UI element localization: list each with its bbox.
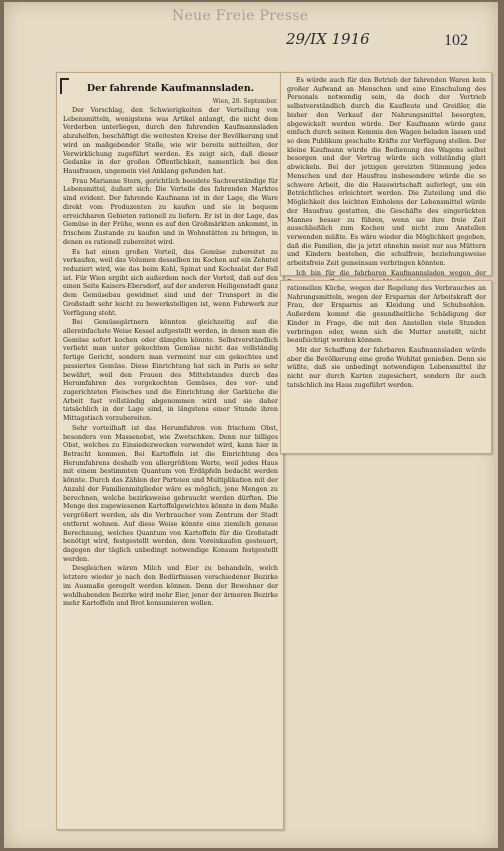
paragraph: Ich bin für die fahrbaren Kaufmannsladen wegen der [296, 269, 486, 277]
paragraph: Frau Marianne Stern, gerichtlich beeidete Sachverständige für Lebensmittel, äußert sich: Die Vorteile des fahrenden Marktes sind evident. Der fahrende Kaufmann ist in der Lage, die Ware direkt vom Produzenten zu kaufen und sie in bequem erreichbaren Gebieten rationell zu liefern. Er ist in der Lage, das Gemüse in der Frühe, wenn es auf den Großmärkten ankommt, in frischem Zustande zu kaufen und in Wohnstätten zu bringen, in denen es rationell zubereitet wird. [63, 177, 278, 246]
handwritten-date: 29/IX 1916 [286, 30, 370, 48]
clipping-column-2-top [280, 72, 492, 276]
paragraph: rationellen Küche, wegen der Regelung des Verbrauches an Nahrungsmitteln, wegen der Ersparnis der Arbeitskraft der Frau, der Ersparnis an Kleidung und Schuhsohlen. Außerdem kommt die gesundheitliche Schädigung der Kinder in Frage, die mit den Anstellen viele Stunden verbringen oder, wenn sich die Mutter anstellt, nicht beaufsichtigt werden können. [287, 285, 486, 345]
paragraph: Sehr vorteilhaft ist das Herumfahren von frischem Obst, besonders von Massenobst, wie Zwetschken. Denn nur billiges Obst, welches zu Einsiedezwecken verwendet wird, kann hier in Betracht kommen. Bei Kartoffeln ist die Einrichtung des Herumfahrens deshalb von allergrößtem Werte, weil jedes Haus mit einem bestimmten Quantum von Erdäpfeln bedacht werden könnte. Durch das Zählen der Parteien und Multiplikation mit der Anzahl der Familienmitglieder wäre es möglich, jene Mengen zu berechnen, welche bezirksweise gebraucht werden dürften. Die Menge des zugewiesenen Kartoffelgewichtes könnte in dem Maße vergrößert werden, als die Verbraucher vom Zentrum der Stadt entfernt wohnen. Auf diese Weise könnte eine ziemlich genaue Berechnung, welches Quantum von Kartoffeln für die Großstadt benötigt wird, festgestellt werden, dem Voreinkaufen gesteuert, dagegen der täglich unbedingt notwendige Konsum festgestellt werden. [63, 424, 278, 563]
article-dateline: Wien, 28. September. [212, 98, 278, 105]
article-title: Der fahrende Kaufmannsladen. [86, 83, 255, 94]
paragraph: Der Vorschlag, den Schwierigkeiten der Verteilung von Lebensmitteln, wenigstens was Artikel anlangt, die nicht dem Verderben unterliegen, durch den fahrenden Kaufmannsladen abzuhelfen, beschäftigt die weitesten Kreise der Bevölkerung und wird an maßgebender Stelle, wie wir bereits mitteilten, der Verwirklichung zugeführt werden. Es zeigt sich, daß dieser Gedanke in der großen Öffentlichkeit, namentlich bei den Hausfrauen, ungemein viel Anklang gefunden hat. [63, 107, 278, 176]
paragraph: Desgleichen wären Milch und Eier zu behandeln, welch letztere wieder je nach den Bedürfnissen verschiedener Bezirke im Ausmaße geregelt werden können. Denn der Bewohner der wohlhabenden Bezirke wird mehr Eier, jener der ärmeren Bezirke mehr Kartoffeln und Brot konsumieren wollen. [63, 565, 278, 608]
clipping-column-2-bottom [280, 280, 492, 454]
newspaper-stamp: Neue Freie Presse [172, 8, 309, 24]
paragraph: Bei Gemüsegärtnern könnten gleichzeitig auf die allereinfachste Weise Kessel aufgestellt werden, in denen man die Gemüse sofort kochen oder dämpfen könnte. Selbstverständlich verlieht man unter gekochtem Gemüse nicht das vollständig fertige Gericht, sondern man vermeint nur ein gekochtes und passiertes Gemüse. Diese Einrichtung hat sich in Paris so sehr bewährt, weil den Frauen des Mittelstandes durch das Herumfahren des vorgekochten Gemüses, des vor- und zugerichteten Fleisches und die Einrichtung der Garküche die Arbeit fast vollständig abgenommen wird und sie daher tatsächlich in der Lage sind, in längstens einer Stunde ihren Mittagstisch vorzubereiten. [63, 319, 278, 423]
paragraph: Es hat einen großen Vorteil, das Gemüse zubereitet zu verkaufen, weil das Volumen desselben im Kochen auf ein Zehntel reduziert wird, wie das beim Kohl, Spinat und Kochsalat der Fall ist. Für Wien ergibt sich außerdem noch der Vorteil, daß auf den einen Seite Kaisers-Ebersdorf, auf der anderen Heiligenstadt ganz dem Gemüsebau gewidmet sind und der Transport in die Großstadt sehr leicht zu bewerkstelligen ist, wenn Fuhrwerk zur Verfügung steht. [63, 248, 278, 317]
paragraph: Es würde auch für den Betrieb der fahrenden Waren kein großer Aufwand an Menschen und eine Einschulung des Personals notwendig sein, da doch der Vertrieb selbstverständlich durch die Kaufleute und Greißler, die bisher den Verkauf der Nahrungsmittel besorgten, abgewickelt werden würde. Der Kaufmann würde ganz einfach durch seinen Kommis den Wagen beladen lassen und so dem Publikum geschulte Kräfte zur Verfügung stellen. Der kleine Kaufmann würde die Bedienung des Wagens selbst besorgen und der Vertrag würde sich vollständig glatt abwickeln. Bei der jetzigen gereizten Stimmung jedes Menschen und der Hausfrau insbesondere würde die so schwere Arbeit, die die Hauswirtschaft auferlegt, um ein Beträchtliches erleichtert werden. Die Zuteilung und die Möglichkeit des leichten Einholens der Lebensmittel würde der Hausfrau gestatten, die Geschäfte des eingerückten Mannes besser zu führen, wenn sie ihre freie Zeit ausschließlich zum Kochen und nicht zum Anstellen verwenden müßte. Es wäre wieder die Möglichkeit gegeben, daß die Familien, die ja jetzt ohnehin meist nur aus Müttern und Kindern bestehen, die schulfreie, beziehungsweise arbeitsfreie Zeit gemeinsam verbringen könnten. [287, 77, 486, 268]
section-mark [60, 78, 69, 94]
paragraph: Mit der Schaffung der fahrbaren Kaufmannsladen würde aber die Bevölkerung eine große Wohltat genießen. Denn sie wüßte, daß sie unbedingt notwendigen Lebensmittel ihr nicht nur durch Karten zugesichert, sondern ihr auch tatsächlich ins Haus zugeführt werden. [287, 347, 486, 389]
clipping-column-1 [56, 72, 284, 830]
page-number: 102 [444, 32, 468, 49]
